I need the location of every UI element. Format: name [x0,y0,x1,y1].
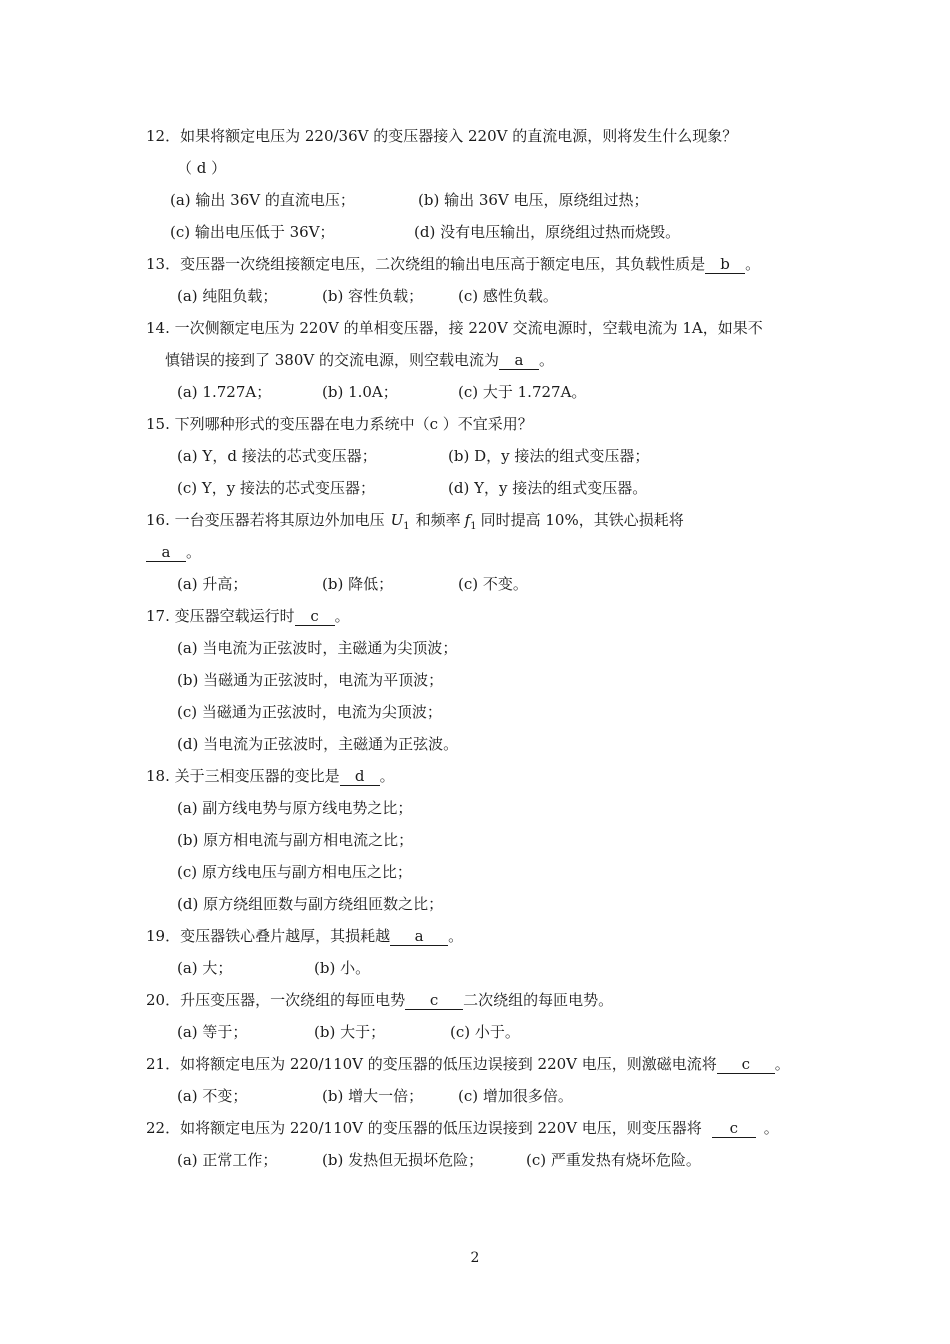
q22-option-b: (b) 发热但无损坏危险； [322,1151,484,1169]
q18-text-end: 。 [379,767,395,785]
q18-text: 18. 关于三相变压器的变比是 [146,767,340,785]
q15-option-c: (c) Y，y 接法的芯式变压器； [177,479,376,497]
q13-option-a: (a) 纯阻负载； [177,287,278,305]
q18-option-a: (a) 副方线电势与原方线电势之比； [177,799,413,817]
question-16 [146,510,684,537]
q12-option-c: (c) 输出电压低于 36V； [170,223,335,241]
q16-answer-line [146,542,201,562]
q21-option-a: (a) 不变； [177,1087,248,1105]
f-symbol: f [464,511,471,529]
q17-option-d: (d) 当电流为正弦波时，主磁通为正弦波。 [177,735,459,753]
q19-option-b: (b) 小。 [314,959,371,977]
question-12: 12．如果将额定电压为 220/36V 的变压器接入 220V 的直流电源，则将发生什么现象？ [146,127,738,145]
u-symbol: U [390,511,404,529]
q17-answer-blank: c [295,607,335,626]
f-subscript: 1 [470,521,477,532]
question-21 [146,1054,790,1074]
q22-option-c: (c) 严重发热有烧坏危险。 [526,1151,701,1169]
q21-text-end: 。 [774,1055,790,1073]
q13-option-b: (b) 容性负载； [322,287,424,305]
q21-option-c: (c) 增加很多倍。 [458,1087,573,1105]
q19-text-end: 。 [448,927,464,945]
q13-text-end: 。 [745,255,761,273]
question-22 [146,1118,779,1138]
q16-answer-blank: a [146,543,186,562]
q17-text: 17. 变压器空载运行时 [146,607,295,625]
q14-option-b: (b) 1.0A； [322,383,398,401]
q21-option-b: (b) 增大一倍； [322,1087,424,1105]
question-20 [146,990,613,1010]
q16-text-mid: 和频率 [415,511,461,529]
q20-text: 20．升压变压器，一次绕组的每匝电势 [146,991,406,1009]
q17-option-a: (a) 当电流为正弦波时，主磁通为尖顶波； [177,639,458,657]
q14-answer-blank: a [499,351,539,370]
question-12-answer: （ d ） [177,159,227,177]
q16-text: 16. 一台变压器若将其原边外加电压 [146,511,385,529]
question-19 [146,926,463,946]
q15-option-b: (b) D，y 接法的组式变压器； [448,447,650,465]
q22-option-a: (a) 正常工作； [177,1151,278,1169]
q16-answer-end: 。 [186,543,202,561]
q21-answer-blank: c [717,1055,775,1074]
q12-option-a: (a) 输出 36V 的直流电压； [170,191,355,209]
u-subscript: 1 [403,521,410,532]
question-13 [146,254,760,274]
question-17 [146,606,350,626]
q13-option-c: (c) 感性负载。 [458,287,558,305]
q17-option-c: (c) 当磁通为正弦波时，电流为尖顶波； [177,703,442,721]
question-14-line-2 [165,350,554,370]
q17-text-end: 。 [334,607,350,625]
q18-option-d: (d) 原方绕组匝数与副方绕组匝数之比； [177,895,444,913]
q14-option-c: (c) 大于 1.727A。 [458,383,587,401]
q13-answer-blank: b [705,255,745,274]
q13-text: 13．变压器一次绕组接额定电压，二次绕组的输出电压高于额定电压，其负载性质是 [146,255,706,273]
q15-option-d: (d) Y，y 接法的组式变压器。 [448,479,648,497]
question-14-line-1: 14. 一次侧额定电压为 220V 的单相变压器，接 220V 交流电源时，空载电流为 1A，如果不 [146,319,763,337]
q14-text-end: 。 [539,351,555,369]
q20-text-end: 二次绕组的每匝电势。 [463,991,614,1009]
q16-option-b: (b) 降低； [322,575,394,593]
q20-option-b: (b) 大于； [314,1023,386,1041]
q22-text: 22．如将额定电压为 220/110V 的变压器的低压边误接到 220V 电压，则变压器将 [146,1119,702,1137]
q20-option-c: (c) 小于。 [450,1023,520,1041]
q12-option-d: (d) 没有电压输出，原绕组过热而烧毁。 [414,223,681,241]
q16-option-c: (c) 不变。 [458,575,528,593]
q14-option-a: (a) 1.727A； [177,383,272,401]
q22-answer-blank: c [712,1119,756,1138]
q18-option-b: (b) 原方相电流与副方相电流之比； [177,831,414,849]
q20-option-a: (a) 等于； [177,1023,248,1041]
question-18 [146,766,395,786]
q19-answer-blank: a [390,927,448,946]
page-number: 2 [470,1250,480,1266]
q17-option-b: (b) 当磁通为正弦波时，电流为平顶波； [177,671,444,689]
q21-text: 21．如将额定电压为 220/110V 的变压器的低压边误接到 220V 电压，则激磁电流将 [146,1055,717,1073]
q19-text: 19．变压器铁心叠片越厚，其损耗越 [146,927,391,945]
q14-text: 慎错误的接到了 380V 的交流电源，则空载电流为 [165,351,500,369]
q22-text-end: 。 [763,1119,779,1137]
q18-answer-blank: d [340,767,380,786]
q16-option-a: (a) 升高； [177,575,248,593]
question-15: 15. 下列哪种形式的变压器在电力系统中（c ）不宜采用？ [146,415,533,433]
q16-text-end: 同时提高 10%，其铁心损耗将 [480,511,684,529]
q12-option-b: (b) 输出 36V 电压，原绕组过热； [418,191,649,209]
q18-option-c: (c) 原方线电压与副方相电压之比； [177,863,412,881]
q19-option-a: (a) 大； [177,959,233,977]
q20-answer-blank: c [405,991,463,1010]
q15-option-a: (a) Y，d 接法的芯式变压器； [177,447,377,465]
